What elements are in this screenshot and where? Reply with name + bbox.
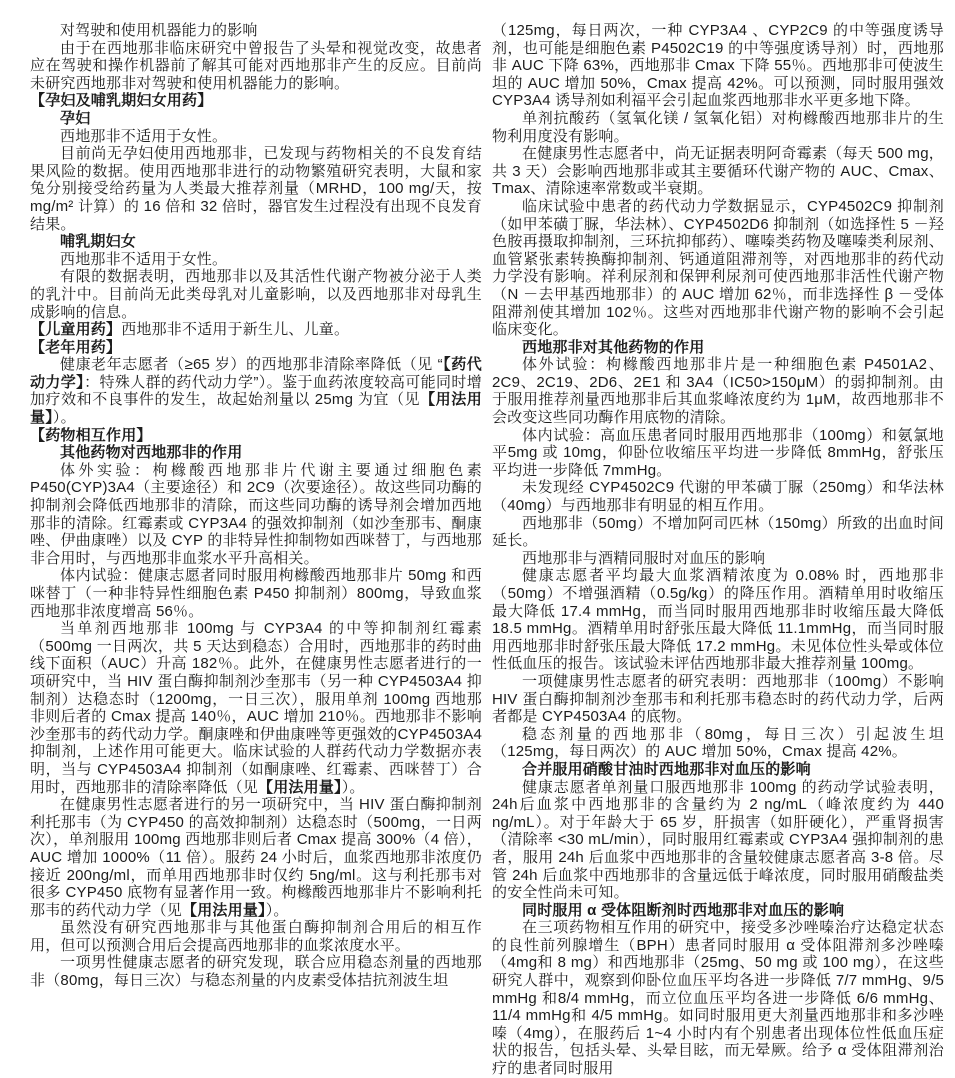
paragraph	[492, 673, 944, 726]
text-run: 稳态剂量的西地那非（80mg，每日三次）引起波生坦（125mg，每日两次）的 AUC 增加 50%，Cmax 提高 42%。	[492, 725, 944, 761]
paragraph	[492, 22, 944, 110]
paragraph	[492, 479, 944, 514]
paragraph	[30, 919, 482, 954]
section-heading	[30, 110, 482, 128]
text-run: 体外试验：枸橼酸西地那非片是一种细胞色素 P4501A2、2C9、2C19、2D6、2E1 和 3A4（IC50>150μM）的弱抑制剂。由于服用推荐剂量西地那非后其血浆峰浓度约为 1μM，故西地那非不会改变这些同功酶作用底物的清除。	[492, 356, 944, 427]
paragraph	[30, 145, 482, 233]
right-text-column	[492, 22, 944, 1078]
paragraph	[30, 954, 482, 989]
text-run: 单剂抗酸药（氢氧化镁 / 氢氧化铝）对枸橼酸西地那非片的生物利用度没有影响。	[492, 109, 944, 145]
bold-text-run: 【用法用量】	[182, 901, 266, 919]
paragraph	[492, 550, 944, 568]
paragraph	[492, 145, 944, 198]
text-run: 一项健康男性志愿者的研究表明：西地那非（100mg）不影响HIV 蛋白酶抑制剂沙奎那韦和利托那韦稳态时的药代动力学，后两者都是 CYP4503A4 的底物。	[492, 672, 944, 726]
bold-text-run: 【老年用药】	[30, 338, 122, 356]
paragraph	[30, 22, 482, 40]
paragraph	[492, 919, 944, 1077]
text-run: 虽然没有研究西地那非与其他蛋白酶抑制剂合用后的相互作用，但可以预测合用后会提高西地那非的血浆浓度水平。	[30, 919, 482, 954]
text-run: 当单剂西地那非 100mg 与 CYP3A4 的中等抑制剂红霉素（500mg 一日两次，共 5 天达到稳态）合用时，西地那非的药时曲线下面积（AUC）升高 182％。此外，在健康男性志愿者进行的一项研究中，当 HIV 蛋白酶抑制剂沙奎那韦（另一种 CYP4503A4 抑制剂）达稳态时（1200mg，一日三次），服用单剂 100mg 西地那非则后者的 Cmax 提高 140％，AUC 增加 210％。西地那非不影响沙奎那韦的药代动力学。酮康唑和伊曲康唑等更强效的CYP4503A4 抑制剂，上述作用可能更大。临床试验的人群药代动力学数据亦表明，当与 CYP4503A4 抑制剂（如酮康唑、红霉素、西咪替丁）合用时，西地那非的清除率降低（见	[30, 620, 482, 796]
paragraph	[492, 567, 944, 673]
text-run: 体内试验：健康志愿者同时服用枸橼酸西地那非片 50mg 和西咪替丁（一种非特异性细胞色素 P450 抑制剂）800mg，导致血浆西地那非浓度增高 56％。	[30, 567, 483, 620]
text-run: ）。	[52, 409, 76, 427]
text-run: 临床试验中患者的药代动力学数据显示，CYP4502C9 抑制剂（如甲苯磺丁脲，华法林）、CYP4502D6 抑制剂（如选择性 5 －羟色胺再摄取抑制剂，三环抗抑郁药）、噻嗪类药物及噻嗪类利尿剂、血管紧张素转换酶抑制剂、钙通道阻滞剂等，对西地那非的药代动力学没有影响。祥利尿剂和保钾利尿剂可使西地那非活性代谢产物（N －去甲基西地那非）的 AUC 增加 62％，而非选择性 β －受体阻滞剂使其增加 102％。这些对西地那非代谢产物的影响不会引起临床变化。	[492, 197, 944, 339]
bold-text-run: 孕妇	[60, 109, 91, 127]
text-run: 体外实验：枸橼酸西地那非片代谢主要通过细胞色素P450(CYP)3A4（主要途径）和 2C9（次要途径）。故这些同功酶的抑制剂会降低西地那非的清除，而这些同功酶的诱导剂会增加西地那非的清除。红霉素或 CYP3A4 的强效抑制剂（如沙奎那韦、酮康唑、伊曲康唑）以及 CYP 的非特异性抑制物如西咪替丁，与西地那非合用时，与西地那非血浆水平升高相关。	[30, 461, 482, 567]
paragraph	[492, 198, 944, 339]
text-run: 健康志愿者平均最大血浆酒精浓度为 0.08% 时，西地那非（50mg）不增强酒精（0.5g/kg）的降压作用。酒精单用时收缩压最大降低 17.4 mmHg，而当同时服用西地那非时收缩压最大降低 18.5 mmHg。酒精单用时舒张压最大降低 11.1mmHg，而当同时服用西地那非时舒张压最大降低 17.2 mmHg。未见体位性头晕或体位性低血压的报告。该试验未评估西地那非最大推荐剂量 100mg。	[492, 567, 944, 673]
paragraph	[492, 779, 944, 902]
bold-text-run: 同时服用 α 受体阻断剂时西地那非对血压的影响	[522, 901, 845, 919]
paragraph	[30, 251, 482, 269]
text-run: 一项男性健康志愿者的研究发现，联合应用稳态剂量的西地那非（80mg，每日三次）与稳态剂量的内皮素受体拮抗剂波生坦	[30, 954, 482, 990]
bold-text-run: 【儿童用药】	[30, 321, 122, 339]
section-heading	[492, 339, 944, 357]
paragraph	[30, 356, 482, 426]
paragraph	[30, 620, 482, 796]
bold-text-run: 西地那非对其他药物的作用	[522, 338, 705, 356]
bold-text-run: 哺乳期妇女	[60, 233, 137, 251]
text-run: 在健康男性志愿者中，尚无证据表明阿奇霉素（每天 500 mg，共 3 天）会影响西地那非或其主要循环代谢产物的 AUC、Cmax、Tmax、清除速率常数或半衰期。	[492, 145, 944, 198]
text-run: 在三项药物相互作用的研究中，接受多沙唑嗪治疗达稳定状态的良性前列腺增生（BPH）患者同时服用 α 受体阻滞剂多沙唑嗪（4mg和 8 mg）和西地那非（25mg、50 mg 或 100 mg），在这些研究人群中，观察到仰卧位血压平均各进一步降低 7/7 mmHg、9/5 mmHg 和8/4 mmHg，而立位血压平均各进一步降低 6/6 mmHg、11/4 mmHg和 4/5 mmHg。如同时服用更大剂量西地那非和多沙唑嗪（4mg），在服药后 1~4 小时内有个别患者出现体位性低血压症状的报告，包括头晕、头晕目眩，而无晕厥。给予 α 受体阻滞剂治疗的患者同时服用	[492, 919, 944, 1078]
paragraph	[492, 110, 944, 145]
bold-text-run: 其他药物对西地那非的作用	[60, 444, 243, 462]
section-heading	[492, 902, 944, 920]
paragraph	[30, 40, 482, 93]
section-heading	[492, 761, 944, 779]
paragraph	[492, 356, 944, 426]
section-heading	[30, 444, 482, 462]
bold-text-run: 【孕妇及哺乳期妇女用药】	[30, 92, 213, 110]
section-heading	[30, 339, 482, 357]
text-run: 西地那非不适用于新生儿、儿童。	[121, 321, 350, 339]
text-run: ）。	[265, 901, 289, 919]
paragraph	[492, 726, 944, 761]
text-run: 健康老年志愿者（≥65 岁）的西地那非清除率降低（见 “	[60, 356, 443, 374]
paragraph	[30, 796, 482, 919]
text-run: 西地那非与酒精同服时对血压的影响	[522, 549, 766, 567]
bold-text-run: 合并服用硝酸甘油时西地那非对血压的影响	[522, 760, 811, 778]
text-run: 健康志愿者单剂量口服西地那非 100mg 的药动学试验表明，24h后血浆中西地那非的含量约为 2 ng/mL（峰浓度约为 440 ng/mL）。对于年龄大于 65 岁，肝损害（如肝硬化），严重肾损害（清除率 <30 mL/min），同时服用红霉素或 CYP3A4 强抑制剂的患者，服用 24h 后血浆中西地那非的含量较健康志愿者高 3-8 倍。尽管 24h 后血浆中西地那非的含量远低于峰浓度，同时服用硝酸盐类的安全性尚未可知。	[492, 778, 944, 902]
text-run: 西地那非不适用于女性。	[60, 250, 228, 268]
text-run: 目前尚无孕妇使用西地那非，已发现与药物相关的不良发育结果风险的数据。使用西地那非进行的动物繁殖研究表明，大鼠和家兔分别接受给药量为人类最大推荐剂量（MRHD，100 mg/天，按mg/m² 计算）的 16 倍和 32 倍时，器官发生过程没有出现不良发育结果。	[30, 145, 482, 233]
text-run: 在健康男性志愿者进行的另一项研究中，当 HIV 蛋白酶抑制剂利托那韦（为 CYP450 的高效抑制剂）达稳态时（500mg，一日两次），单剂服用 100mg 西地那非则后者 Cmax 提高 300%（4 倍），AUC 增加 1000%（11 倍）。服药 24 小时后，血浆西地那非浓度仍接近 200ng/ml，而单用西地那非时仅约 5ng/ml。这与利托那韦对很多 CYP450 底物有显著作用一致。枸橼酸西地那非片不影响利托那韦的药代动力学（见	[30, 796, 482, 919]
text-run: ）。	[341, 778, 365, 796]
text-run: 未发现经 CYP4502C9 代谢的甲苯磺丁脲（250mg）和华法林（40mg）与西地那非有明显的相互作用。	[492, 479, 944, 515]
paragraph	[30, 321, 482, 339]
text-run: 西地那非不适用于女性。	[60, 127, 228, 145]
text-run: ：特殊人群的药代动力学”）。鉴于血药浓度较高可能同时增加疗效和不良事件的发生，故起始剂量以 25mg 为宜（见	[30, 373, 482, 409]
text-run: 体内试验：高血压患者同时服用西地那非（100mg）和氨氯地平5mg 或 10mg，仰卧位收缩压平均进一步降低 8mmHg，舒张压平均进一步降低 7mmHg。	[492, 426, 944, 479]
section-heading	[30, 92, 482, 110]
text-run: 西地那非（50mg）不增加阿司匹林（150mg）所致的出血时间延长。	[492, 514, 944, 550]
text-run: 对驾驶和使用机器能力的影响	[60, 22, 258, 39]
bold-text-run: 【药物相互作用】	[30, 426, 152, 444]
bold-text-run: 【用法用量】	[30, 391, 482, 427]
paragraph	[30, 268, 482, 321]
text-run: 由于在西地那非临床研究中曾报告了头晕和视觉改变，故患者应在驾驶和操作机器前了解其可能对西地那非产生的反应。目前尚未研究西地那非对驾驶和使用机器能力的影响。	[30, 39, 482, 92]
bold-text-run: 【用法用量】	[258, 778, 342, 796]
paragraph	[492, 515, 944, 550]
bold-text-run: 【药代动力学】	[30, 356, 482, 391]
paragraph	[492, 427, 944, 480]
section-heading	[30, 427, 482, 445]
section-heading	[30, 233, 482, 251]
text-run: （125mg，每日两次，一种 CYP3A4 、CYP2C9 的中等强度诱导剂，也可能是细胞色素 P4502C19 的中等强度诱导剂）时，西地那非 AUC 下降 63%，西地那非 Cmax 下降 55％。西地那非可使波生坦的 AUC 增加 50%，Cmax 提高 42%。可以预测，同时服用强效 CYP3A4 诱导剂如利福平会引起血浆西地那非水平更多地下降。	[492, 22, 944, 110]
paragraph	[30, 462, 482, 568]
paragraph	[30, 567, 482, 620]
paragraph	[30, 128, 482, 146]
left-text-column	[30, 22, 482, 1024]
text-run: 有限的数据表明，西地那非以及其活性代谢产物被分泌于人类的乳汁中。目前尚无此类母乳对儿童影响，以及西地那非对母乳生成影响的信息。	[30, 268, 482, 321]
